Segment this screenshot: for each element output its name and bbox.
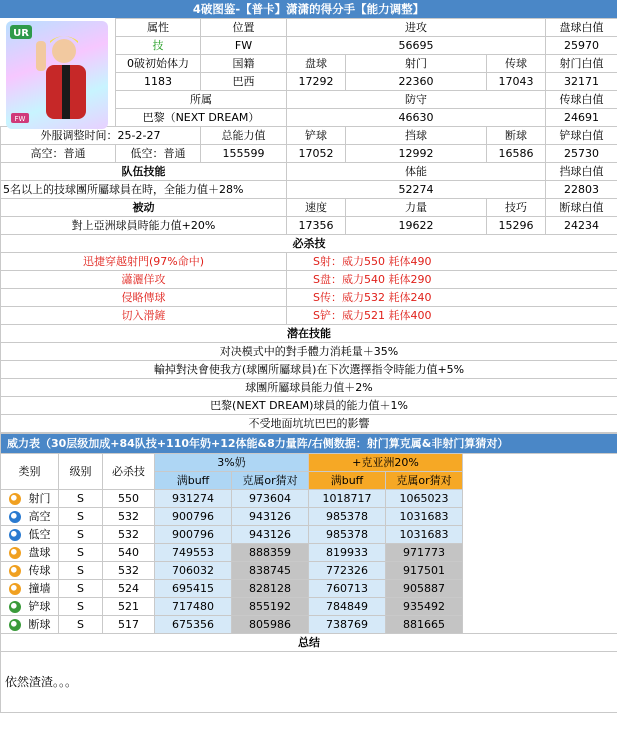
tackle-icon [9, 601, 21, 613]
wall-icon [9, 583, 21, 595]
row-type: 高空 [28, 510, 51, 523]
shoot-white-value: 32171 [546, 73, 617, 91]
high-ball: 高空：普通 [1, 145, 116, 163]
svg-text:UR: UR [13, 28, 29, 39]
player-card-portrait-icon [6, 21, 108, 129]
dribble-value: 17292 [287, 73, 346, 91]
col-level: 级别 [59, 454, 103, 490]
row-type: 盘球 [28, 546, 51, 559]
power-table-title: 威力表（30层级加成+84队技+110年奶+12体能&8力量阵/右侧数据：射门算克属&非射门算猜对） [1, 434, 617, 454]
row-v3: 819933 [309, 544, 386, 562]
row-type: 撞墙 [28, 582, 51, 595]
shoot-header: 射门 [346, 55, 487, 73]
technique-value: 15296 [487, 217, 546, 235]
intercept-white-value: 24234 [546, 217, 617, 235]
row-type-cell [1, 490, 59, 508]
row-v1: 717480 [155, 598, 232, 616]
intercept-white-header: 断球白值 [546, 199, 617, 217]
power-row [1, 562, 617, 580]
passive-header: 被动 [1, 199, 287, 217]
tackle-white-value: 25730 [546, 145, 617, 163]
row-skill: 550 [103, 490, 155, 508]
row-type-cell [1, 580, 59, 598]
row-v1: 675356 [155, 616, 232, 634]
pass-icon [9, 565, 21, 577]
technique-header: 技巧 [487, 199, 546, 217]
pass-white-value: 24691 [546, 109, 617, 127]
defense-value: 46630 [287, 109, 546, 127]
power-row [1, 616, 617, 634]
pass-value: 17043 [487, 73, 546, 91]
power-row [1, 598, 617, 616]
potential-header: 潜在技能 [1, 325, 617, 343]
col-type: 类别 [1, 454, 59, 490]
row-skill: 532 [103, 562, 155, 580]
intercept-value: 16586 [487, 145, 546, 163]
attr-value: 技 [116, 37, 201, 55]
row-level: S [59, 490, 103, 508]
power-row [1, 490, 617, 508]
dribble-header: 盘球 [287, 55, 346, 73]
row-skill: 521 [103, 598, 155, 616]
page-title: 4破图鉴-【普卡】潇潇的得分手【能力调整】 [0, 0, 617, 18]
row-v1: 695415 [155, 580, 232, 598]
special-stat: S射：威力550 耗体490 [287, 253, 617, 271]
dribble-white-header: 盘球白值 [546, 19, 617, 37]
power-value: 19622 [346, 217, 487, 235]
row-skill: 532 [103, 526, 155, 544]
row-type-cell [1, 526, 59, 544]
power-row [1, 526, 617, 544]
tackle-value: 17052 [287, 145, 346, 163]
total-header: 总能力值 [201, 127, 287, 145]
row-v2: 805986 [232, 616, 309, 634]
speed-header: 速度 [287, 199, 346, 217]
shoot-icon [9, 493, 21, 505]
team-value: 巴黎（NEXT DREAM） [116, 109, 287, 127]
row-v3: 738769 [309, 616, 386, 634]
power-row [1, 544, 617, 562]
block-white-header: 挡球白值 [546, 163, 617, 181]
row-level: S [59, 526, 103, 544]
row-type: 断球 [28, 618, 51, 631]
shoot-value: 22360 [346, 73, 487, 91]
special-stat: S铲：威力521 耗体400 [287, 307, 617, 325]
attack-value: 56695 [287, 37, 546, 55]
row-v2: 888359 [232, 544, 309, 562]
row-type-cell [1, 508, 59, 526]
row-v2: 973604 [232, 490, 309, 508]
row-v4: 1031683 [386, 508, 463, 526]
sub-counter: 克属or猜对 [386, 472, 463, 490]
row-type: 射门 [28, 492, 51, 505]
special-name: 迅捷穿越射門(97%命中) [1, 253, 287, 271]
sub-counter: 克属or猜对 [232, 472, 309, 490]
row-type-cell [1, 598, 59, 616]
row-v1: 931274 [155, 490, 232, 508]
stamina-header: 0破初始体力 [116, 55, 201, 73]
low-ball: 低空：普通 [116, 145, 201, 163]
pos-value: FW [201, 37, 287, 55]
adjust-time: 外服调整时间：25-2-27 [1, 127, 201, 145]
row-v1: 749553 [155, 544, 232, 562]
passive-value: 對上亞洲球員時能力值+20% [1, 217, 287, 235]
power-header: 力量 [346, 199, 487, 217]
body-value: 52274 [287, 181, 546, 199]
row-v3: 760713 [309, 580, 386, 598]
power-row [1, 508, 617, 526]
nation-value: 巴西 [201, 73, 287, 91]
svg-text:FW: FW [14, 115, 26, 123]
sub-full-buff: 满buff [309, 472, 386, 490]
dribble-icon [9, 547, 21, 559]
row-level: S [59, 598, 103, 616]
row-type: 传球 [28, 564, 51, 577]
power-table [0, 433, 617, 713]
defense-header: 防守 [287, 91, 546, 109]
row-v3: 1018717 [309, 490, 386, 508]
row-v4: 881665 [386, 616, 463, 634]
special-name: 切入滑鏟 [1, 307, 287, 325]
row-level: S [59, 544, 103, 562]
row-v2: 943126 [232, 508, 309, 526]
row-type-cell [1, 616, 59, 634]
row-v2: 828128 [232, 580, 309, 598]
special-stat: S盘：威力540 耗体290 [287, 271, 617, 289]
shoot-white-header: 射门白值 [546, 55, 617, 73]
stamina-value: 1183 [116, 73, 201, 91]
team-skill-value: 5名以上的技球團所屬球員在時，全能力值＋28% [1, 181, 287, 199]
row-skill: 540 [103, 544, 155, 562]
row-level: S [59, 508, 103, 526]
col-skill: 必杀技 [103, 454, 155, 490]
pass-header: 传球 [487, 55, 546, 73]
potential-item: 不受地面坑坑巴巴的影響 [1, 415, 617, 433]
row-v1: 900796 [155, 526, 232, 544]
row-v4: 917501 [386, 562, 463, 580]
row-v3: 784849 [309, 598, 386, 616]
special-name: 瀟灑佯攻 [1, 271, 287, 289]
intercept-icon [9, 619, 21, 631]
pos-header: 位置 [201, 19, 287, 37]
row-type-cell [1, 544, 59, 562]
row-v1: 900796 [155, 508, 232, 526]
special-header: 必杀技 [1, 235, 617, 253]
power-row [1, 580, 617, 598]
row-v1: 706032 [155, 562, 232, 580]
potential-item: 对决模式中的對手體力消耗量＋35% [1, 343, 617, 361]
pass-white-header: 传球白值 [546, 91, 617, 109]
row-v4: 935492 [386, 598, 463, 616]
group-milk-3pct: 3%奶 [155, 454, 309, 472]
tackle-header: 铲球 [287, 127, 346, 145]
row-skill: 532 [103, 508, 155, 526]
total-value: 155599 [201, 145, 287, 163]
row-level: S [59, 580, 103, 598]
nation-header: 国籍 [201, 55, 287, 73]
summary-header: 总结 [1, 634, 617, 652]
row-v4: 905887 [386, 580, 463, 598]
row-v3: 985378 [309, 508, 386, 526]
row-v4: 971773 [386, 544, 463, 562]
row-v4: 1031683 [386, 526, 463, 544]
row-type: 低空 [28, 528, 51, 541]
summary-text: 依然渣渣。。。 [1, 652, 617, 713]
potential-item: 球團所屬球員能力值＋2% [1, 379, 617, 397]
row-level: S [59, 616, 103, 634]
intercept-header: 断球 [487, 127, 546, 145]
team-header: 所属 [116, 91, 287, 109]
row-v2: 855192 [232, 598, 309, 616]
attack-header: 进攻 [287, 19, 546, 37]
potential-item: 巴黎(NEXT DREAM)球員的能力值＋1% [1, 397, 617, 415]
block-header: 挡球 [346, 127, 487, 145]
row-v3: 985378 [309, 526, 386, 544]
row-v2: 943126 [232, 526, 309, 544]
dribble-white-value: 25970 [546, 37, 617, 55]
row-skill: 524 [103, 580, 155, 598]
row-v2: 838745 [232, 562, 309, 580]
high-ball-icon [9, 511, 21, 523]
team-skill-header: 队伍技能 [1, 163, 287, 181]
row-v3: 772326 [309, 562, 386, 580]
speed-value: 17356 [287, 217, 346, 235]
row-type: 铲球 [28, 600, 51, 613]
low-ball-icon [9, 529, 21, 541]
tackle-white-header: 铲球白值 [546, 127, 617, 145]
row-level: S [59, 562, 103, 580]
block-white-value: 22803 [546, 181, 617, 199]
group-asia-20pct: +克亚洲20% [309, 454, 463, 472]
sub-full-buff: 满buff [155, 472, 232, 490]
attr-header: 属性 [116, 19, 201, 37]
special-stat: S传：威力532 耗体240 [287, 289, 617, 307]
row-v4: 1065023 [386, 490, 463, 508]
special-name: 侵略傳球 [1, 289, 287, 307]
row-type-cell [1, 562, 59, 580]
row-skill: 517 [103, 616, 155, 634]
block-value: 12992 [346, 145, 487, 163]
potential-item: 輸掉對決會使我方(球團所屬球員)在下次選擇指令時能力值+5% [1, 361, 617, 379]
body-header: 体能 [287, 163, 546, 181]
